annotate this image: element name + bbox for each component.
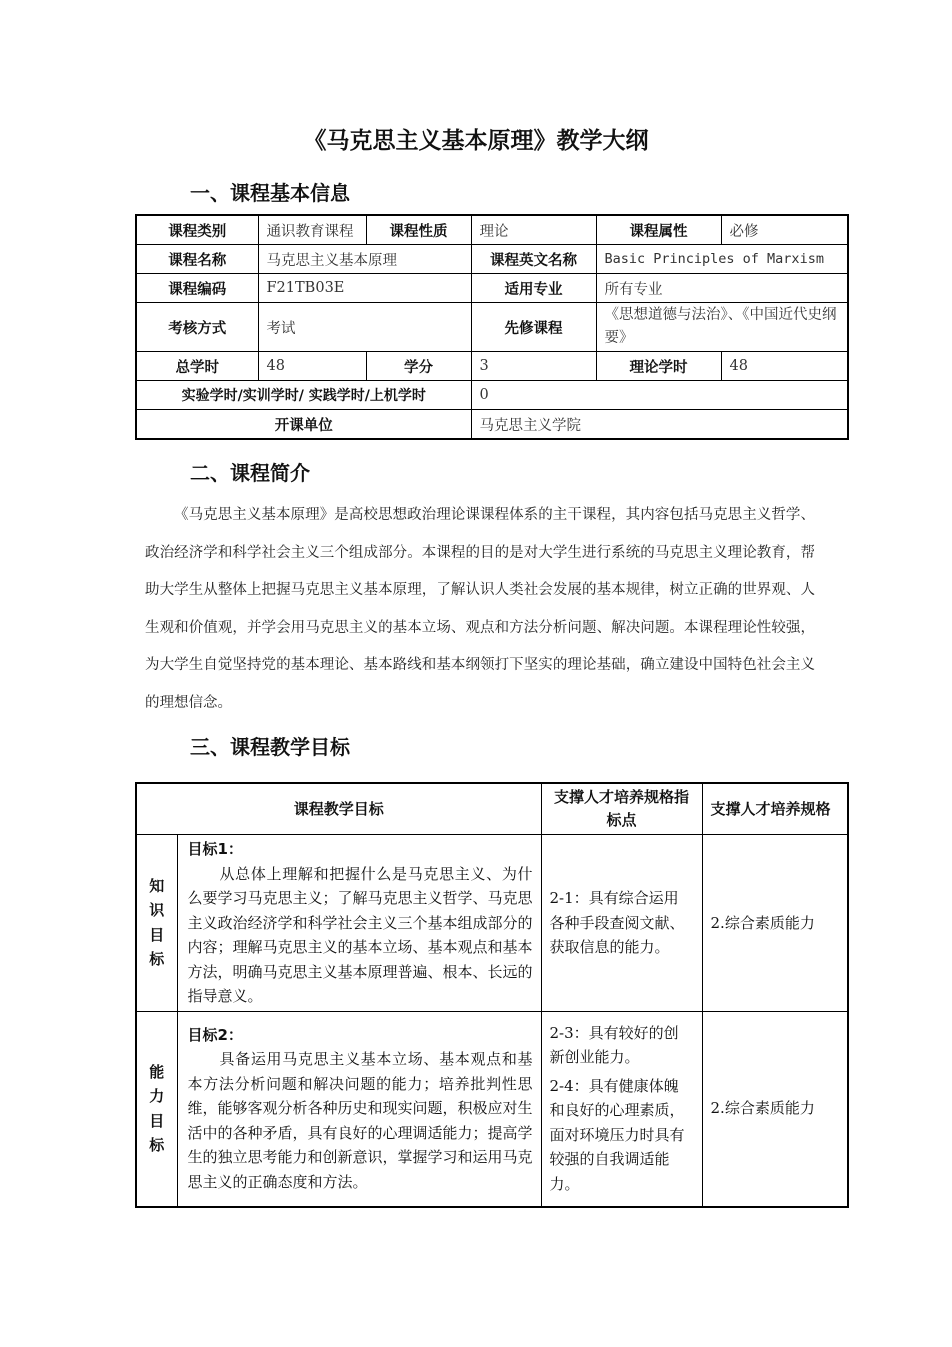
goal-cell xyxy=(177,835,541,1012)
course-intro-paragraph: 《马克思主义基本原理》是高校思想政治理论课课程体系的主干课程，其内容包括马克思主义哲学、政治经济学和科学社会主义三个组成部分。本课程的目的是对大学生进行系统的马克思主义理论教育，帮助大学生从整体上把握马克思主义基本原理，了解认识人类社会发展的基本规律，树立正确的世界观、人生观和价值观，并学会用马克思主义的基本立场、观点和方法分析问题、解决问题。本课程理论性较强，为大学生自觉坚持党的基本理论、基本路线和基本纲领打下坚实的理论基础，确立建设中国特色社会主义的理想信念。 xyxy=(145,507,815,711)
course-code-value: F21TB03E xyxy=(258,274,471,303)
total-hours-label: 总学时 xyxy=(136,352,258,381)
course-en-name-value: Basic Principles of Marxism xyxy=(596,245,848,274)
header-spec: 支撑人才培养规格 xyxy=(702,783,848,835)
course-type-label: 课程类别 xyxy=(136,215,258,245)
major-value: 所有专业 xyxy=(596,274,848,303)
lab-hours-label: 实验学时/实训学时/ 实践学时/上机学时 xyxy=(136,381,471,410)
table-row xyxy=(136,1011,848,1207)
table-header-row xyxy=(136,783,848,835)
course-intro xyxy=(145,497,815,722)
course-nature-value: 理论 xyxy=(471,215,596,245)
section-heading-objectives: 三、课程教学目标 xyxy=(190,735,350,759)
credit-value: 3 xyxy=(471,352,596,381)
major-label: 适用专业 xyxy=(471,274,596,303)
goal-text: 具备运用马克思主义基本立场、基本观点和基本方法分析问题和解决问题的能力；培养批判性思维，能够客观分析各种历史和现实问题，积极应对生活中的各种矛盾，具有良好的心理调适能力；提高学生的独立思考能力和创新意识，掌握学习和运用马克思主义的正确态度和方法。 xyxy=(187,1050,533,1191)
table-row xyxy=(136,274,848,303)
indicator-text: 2-3：具有较好的创新创业能力。 xyxy=(549,1023,679,1067)
spec-value: 2.综合素质能力 xyxy=(702,835,848,1012)
theory-hours-label: 理论学时 xyxy=(596,352,721,381)
course-en-name-label: 课程英文名称 xyxy=(471,245,596,274)
course-nature-label: 课程性质 xyxy=(366,215,471,245)
objectives-table xyxy=(135,782,849,1208)
lab-hours-value: 0 xyxy=(471,381,848,410)
table-row xyxy=(136,835,848,1012)
section-heading-basic-info: 一、课程基本信息 xyxy=(190,181,350,205)
goal-text: 从总体上理解和把握什么是马克思主义、为什么要学习马克思主义；了解马克思主义哲学、马克思主义政治经济学和科学社会主义三个基本组成部分的内容；理解马克思主义的基本立场、基本观点和基本方法，明确马克思主义基本原理普遍、根本、长远的指导意义。 xyxy=(187,864,533,1005)
unit-label: 开课单位 xyxy=(136,410,471,440)
goal-cell xyxy=(177,1011,541,1207)
table-row xyxy=(136,410,848,440)
prereq-label: 先修课程 xyxy=(471,303,596,352)
indicator-cell xyxy=(541,835,702,1012)
theory-hours-value: 48 xyxy=(721,352,848,381)
course-name-value: 马克思主义基本原理 xyxy=(258,245,471,274)
unit-value: 马克思主义学院 xyxy=(471,410,848,440)
course-type-value: 通识教育课程 xyxy=(258,215,366,245)
goal-title: 目标1： xyxy=(187,840,243,858)
indicator-cell xyxy=(541,1011,702,1207)
course-info-table xyxy=(135,214,849,440)
credit-label: 学分 xyxy=(366,352,471,381)
prereq-value: 《思想道德与法治》、《中国近代史纲要》 xyxy=(596,303,848,352)
table-row xyxy=(136,303,848,352)
course-code-label: 课程编码 xyxy=(136,274,258,303)
table-row xyxy=(136,352,848,381)
course-name-label: 课程名称 xyxy=(136,245,258,274)
goal-title: 目标2： xyxy=(187,1025,243,1044)
category-knowledge: 知 识 目 标 xyxy=(136,835,177,1012)
table-row xyxy=(136,215,848,245)
exam-method-label: 考核方式 xyxy=(136,303,258,352)
indicator-text: 2-1：具有综合运用各种手段查阅文献、获取信息的能力。 xyxy=(549,889,685,956)
header-indicator: 支撑人才培养规格指标点 xyxy=(541,783,702,835)
document-title: 《马克思主义基本原理》教学大纲 xyxy=(303,128,649,154)
category-ability: 能 力 目 标 xyxy=(136,1011,177,1207)
exam-method-value: 考试 xyxy=(258,303,471,352)
table-row xyxy=(136,245,848,274)
total-hours-value: 48 xyxy=(258,352,366,381)
table-row xyxy=(136,381,848,410)
indicator-text: 2-4：具有健康体魄和良好的心理素质，面对环境压力时具有较强的自我调适能力。 xyxy=(549,1076,685,1193)
header-goal: 课程教学目标 xyxy=(136,783,541,835)
course-attr-value: 必修 xyxy=(721,215,848,245)
spec-value: 2.综合素质能力 xyxy=(702,1011,848,1207)
course-attr-label: 课程属性 xyxy=(596,215,721,245)
section-heading-intro: 二、课程简介 xyxy=(190,461,310,485)
